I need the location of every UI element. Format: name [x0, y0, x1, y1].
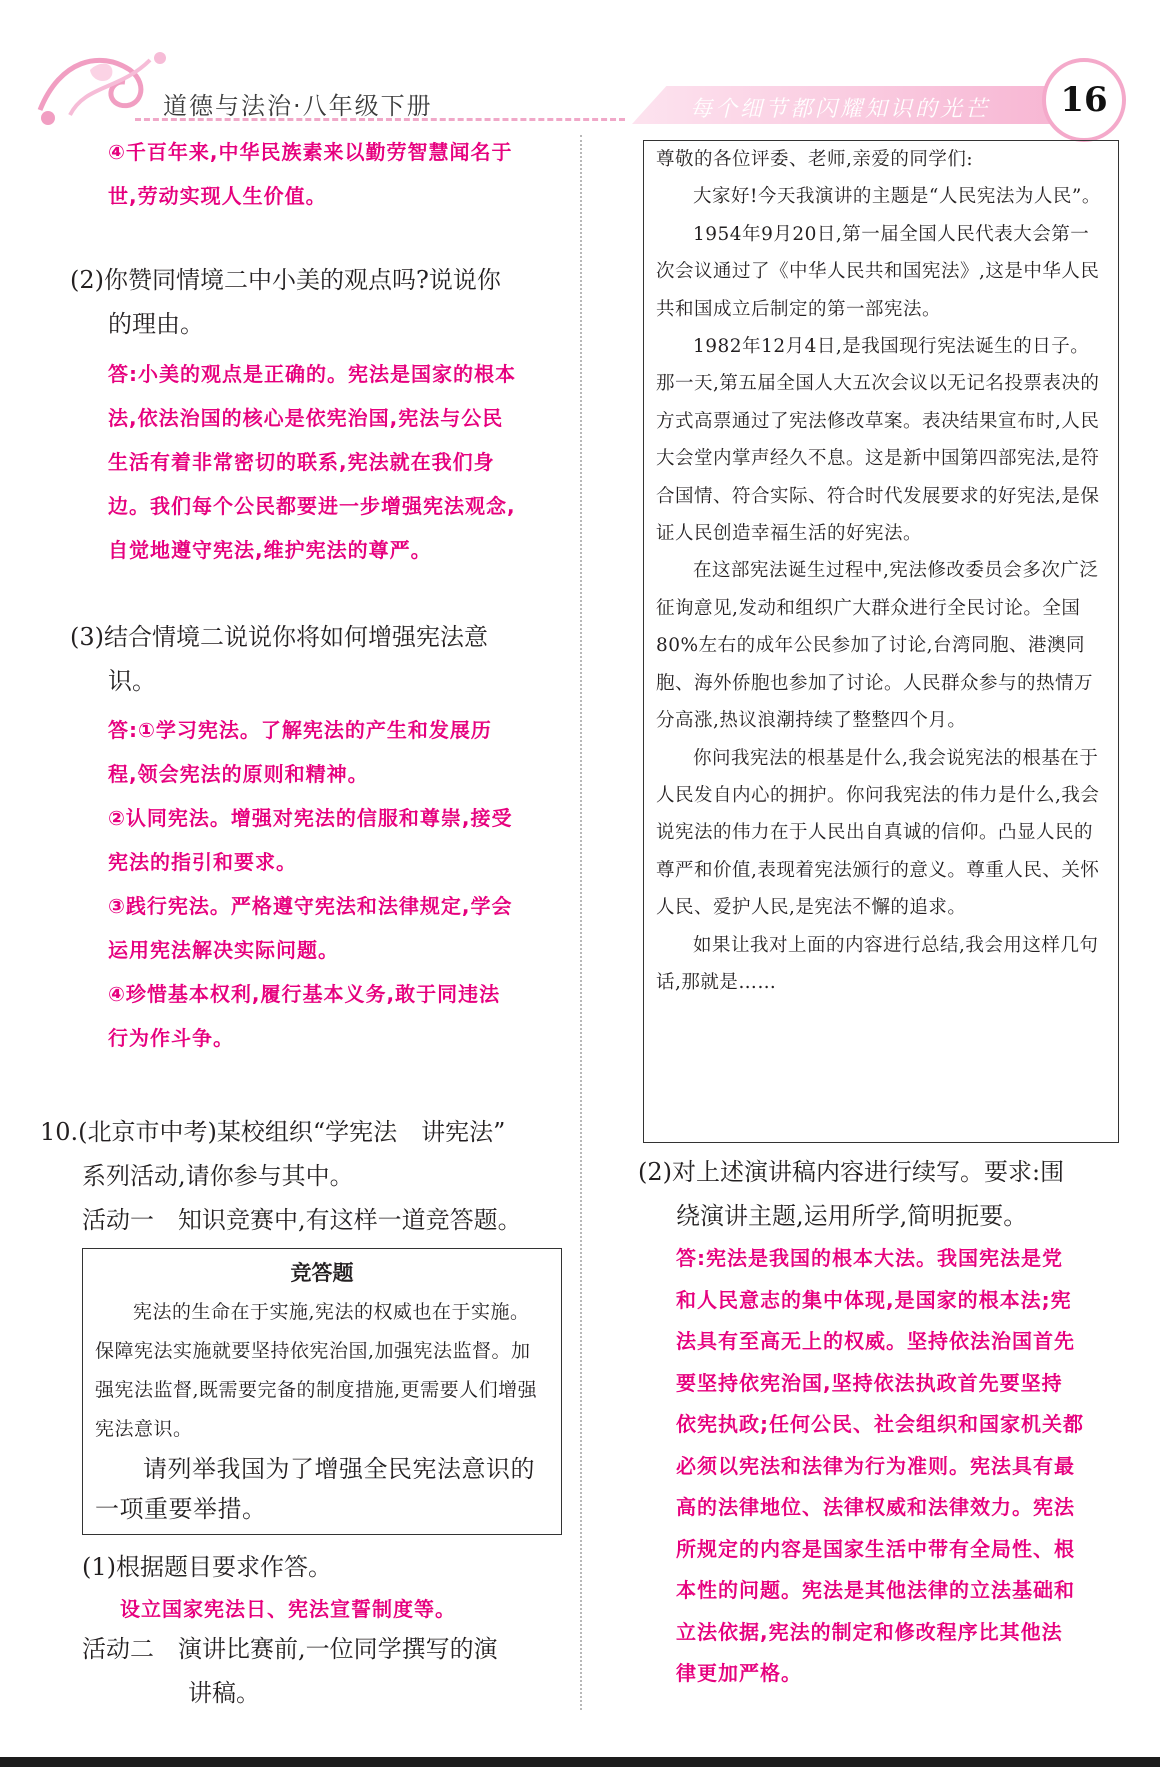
answer-line: 律更加严格。 — [676, 1661, 802, 1685]
answer-line: 法,依法治国的核心是依宪治国,宪法与公民 — [108, 406, 504, 430]
answer-10-2 — [676, 1238, 1141, 1695]
floral-ornament-icon — [30, 40, 180, 130]
question-10 — [40, 1110, 580, 1242]
answer-line: 要坚持依宪治国,坚持依法执政首先要坚持 — [676, 1370, 1063, 1395]
answer-line: 自觉地遵守宪法,维护宪法的尊严。 — [108, 538, 432, 562]
answer-top — [108, 130, 573, 218]
answer-line: 答:小美的观点是正确的。宪法是国家的根本 — [108, 362, 516, 386]
answer-line: 立法依据,宪法的制定和修改程序比其他法 — [676, 1619, 1063, 1644]
answer-line: 世,劳动实现人生价值。 — [108, 184, 327, 208]
speech-paragraph: 大家好!今天我演讲的主题是“人民宪法为人民”。 — [693, 186, 1101, 208]
column-divider — [580, 135, 582, 1710]
quiz-box — [82, 1248, 562, 1535]
question-line: 识。 — [108, 667, 156, 695]
quiz-box-question: 请列举我国为了增强全民宪法意识的一项重要举措。 — [95, 1455, 535, 1523]
question-10-1 — [82, 1545, 577, 1589]
answer-line: 行为作斗争。 — [108, 1026, 234, 1050]
answer-line: 法具有至高无上的权威。坚持依法治国首先 — [676, 1329, 1075, 1353]
answer-line: 运用宪法解决实际问题。 — [108, 938, 339, 962]
question-line: 的理由。 — [108, 310, 204, 338]
quiz-box-text: 宪法的生命在于实施,宪法的权威也在于实施。保障宪法实施就要坚持依宪治国,加强宪法监督。加强宪法监督,既需要完备的制度措施,更需要人们增强宪法意识。 — [95, 1301, 538, 1440]
answer-line: 宪法的指引和要求。 — [108, 850, 297, 874]
question-line: (2)你赞同情境二中小美的观点吗?说说你 — [70, 266, 501, 294]
answer-line: 依宪执政;任何公民、社会组织和国家机关都 — [676, 1412, 1084, 1436]
answer-line: 生活有着非常密切的联系,宪法就在我们身 — [108, 450, 495, 474]
answer-line: 所规定的内容是国家生活中带有全局性、根 — [676, 1536, 1075, 1561]
answer-line: ④千百年来,中华民族素来以勤劳智慧闻名于 — [108, 140, 513, 164]
answer-line: 设立国家宪法日、宪法宣誓制度等。 — [120, 1597, 456, 1621]
question-line: 活动二 演讲比赛前,一位同学撰写的演 — [82, 1635, 498, 1663]
book-subject-title: 道德与法治·八年级下册 — [163, 92, 433, 120]
answer-line: 高的法律地位、法律权威和法律效力。宪法 — [676, 1495, 1075, 1519]
header-slogan: 每个细节都闪耀知识的光芒 — [690, 97, 991, 122]
speech-paragraph: 1954年9月20日,第一届全国人民代表大会第一次会议通过了《中华人民共和国宪法》,这是中华人民共和国成立后制定的第一部宪法。 — [656, 223, 1100, 320]
answer-line: 本性的问题。宪法是其他法律的立法基础和 — [676, 1578, 1075, 1602]
answer-line: ③践行宪法。严格遵守宪法和法律规定,学会 — [108, 894, 513, 918]
question-10-2 — [638, 1150, 1143, 1238]
answer-2 — [108, 352, 573, 572]
speech-paragraph: 如果让我对上面的内容进行总结,我会用这样几句话,那就是…… — [656, 934, 1099, 993]
speech-paragraph: 1982年12月4日,是我国现行宪法诞生的日子。那一天,第五届全国人大五次会议以无记名投票表决的方式高票通过了宪法修改草案。表决结果宣布时,人民大会堂内掌声经久不息。这是新中国第四部宪法,是符合国情、符合实际、符合时代发展要求的好宪法,是保证人民创造幸福生活的好宪法。 — [656, 336, 1100, 545]
answer-line: ②认同宪法。增强对宪法的信服和尊崇,接受 — [108, 806, 513, 830]
question-line: (3)结合情境二说说你将如何增强宪法意 — [70, 623, 488, 651]
question-line: (1)根据题目要求作答。 — [82, 1553, 332, 1581]
answer-line: 答:宪法是我国的根本大法。我国宪法是党 — [676, 1246, 1063, 1270]
bottom-edge-bar — [0, 1757, 1160, 1767]
header-dashed-rule — [135, 118, 625, 121]
speech-greeting: 尊敬的各位评委、老师,亲爱的同学们: — [656, 149, 974, 170]
answer-line: 和人民意志的集中体现,是国家的根本法;宪 — [676, 1287, 1072, 1312]
quiz-box-title: 竞答题 — [290, 1261, 354, 1285]
question-3 — [70, 615, 575, 703]
speech-paragraph: 你问我宪法的根基是什么,我会说宪法的根基在于人民发自内心的拥护。你问我宪法的伟力是什么,我会说宪法的伟力在于人民出自真诚的信仰。凸显人民的尊严和价值,表现着宪法颁行的意义。尊重人民、关怀人民、爱护人民,是宪法不懈的追求。 — [656, 747, 1100, 919]
activity-two — [82, 1627, 577, 1715]
question-line: 讲稿。 — [188, 1679, 260, 1707]
page-number: 16 — [1060, 80, 1108, 120]
answer-line: 边。我们每个公民都要进一步增强宪法观念, — [108, 494, 516, 518]
question-2 — [70, 258, 575, 346]
question-line: 系列活动,请你参与其中。 — [82, 1162, 354, 1190]
question-line: 10.(北京市中考)某校组织“学宪法 讲宪法” — [40, 1118, 506, 1146]
answer-line: 程,领会宪法的原则和精神。 — [108, 762, 369, 786]
page-header — [0, 0, 1160, 140]
answer-line: ④珍惜基本权利,履行基本义务,敢于同违法 — [108, 982, 501, 1006]
page-number-badge — [1042, 58, 1126, 142]
question-line: 活动一 知识竞赛中,有这样一道竞答题。 — [82, 1206, 522, 1234]
speech-box — [643, 140, 1119, 1143]
answer-line: 必须以宪法和法律为行为准则。宪法具有最 — [676, 1453, 1075, 1478]
question-line: 绕演讲主题,运用所学,简明扼要。 — [676, 1202, 1028, 1230]
answer-3 — [108, 708, 573, 1060]
speech-paragraph: 在这部宪法诞生过程中,宪法修改委员会多次广泛征询意见,发动和组织广大群众进行全民讨论。全国80%左右的成年公民参加了讨论,台湾同胞、港澳同胞、海外侨胞也参加了讨论。人民群众参与的热情万分高涨,热议浪潮持续了整整四个月。 — [656, 560, 1099, 732]
answer-10-1 — [120, 1587, 575, 1631]
answer-line: 答:①学习宪法。了解宪法的产生和发展历 — [108, 718, 492, 742]
question-line: (2)对上述演讲稿内容进行续写。要求:围 — [638, 1158, 1065, 1186]
